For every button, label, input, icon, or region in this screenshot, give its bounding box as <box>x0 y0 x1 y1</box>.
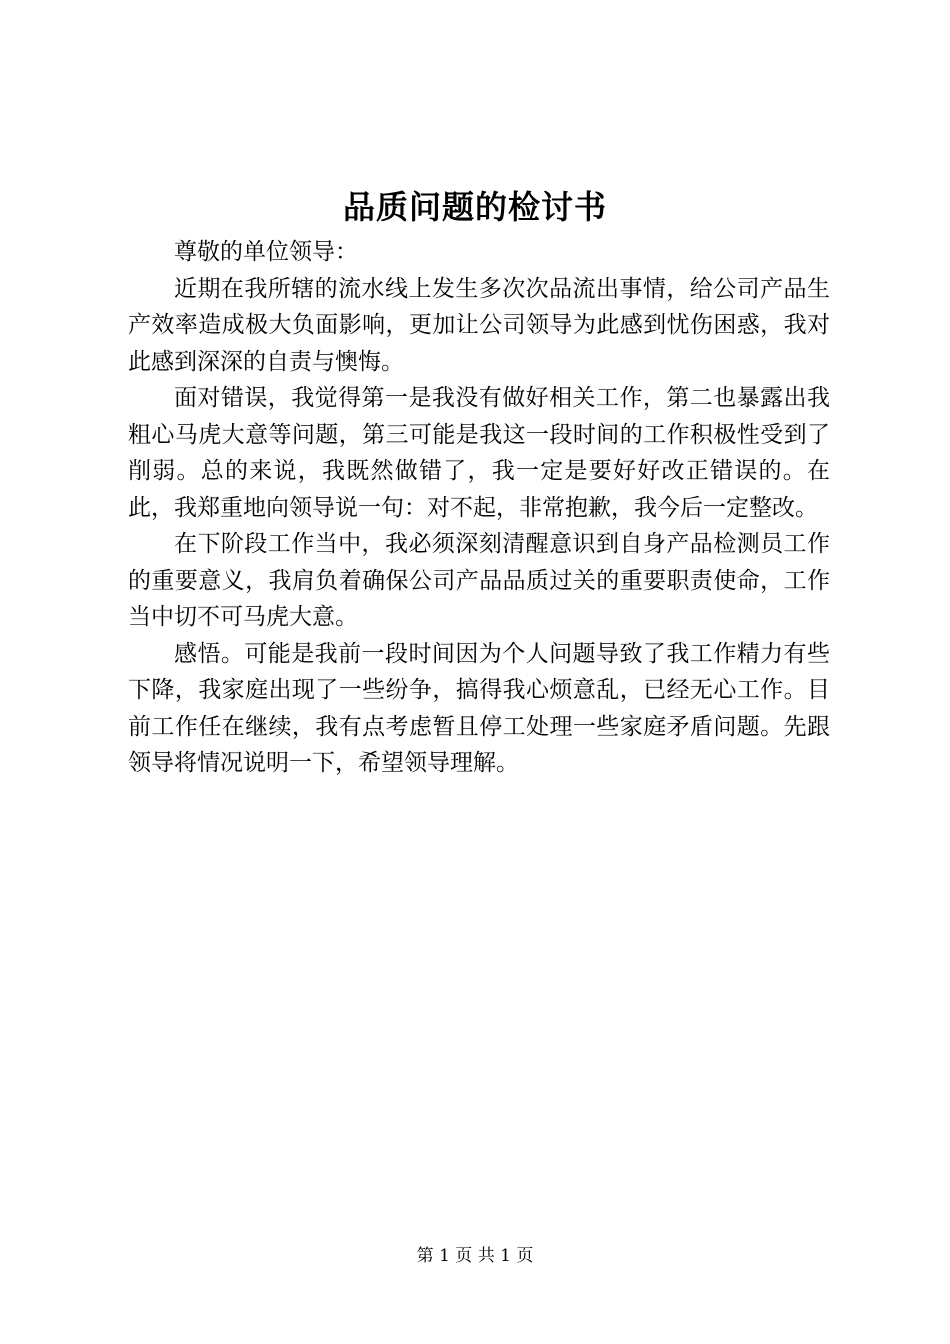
salutation: 尊敬的单位领导： <box>174 239 358 265</box>
document-title: 品质问题的检讨书 <box>342 188 607 226</box>
document-body <box>128 234 830 782</box>
paragraph-4: 感悟。可能是我前一段时间因为个人问题导致了我工作精力有些下降，我家庭出现了一些纷争，搞得我心烦意乱，已经无心工作。目前工作任在继续，我有点考虑暂且停工处理一些家庭矛盾问题。先跟领导将情况说明一下，希望领导理解。 <box>128 640 830 776</box>
paragraph-1: 近期在我所辖的流水线上发生多次次品流出事情，给公司产品生产效率造成极大负面影响，更加让公司领导为此感到忧伤困惑，我对此感到深深的自责与懊悔。 <box>128 275 830 375</box>
page-footer: 第 1 页 共 1 页 <box>416 1246 534 1266</box>
paragraph-3: 在下阶段工作当中，我必须深刻清醒意识到自身产品检测员工作的重要意义，我肩负着确保公司产品品质过关的重要职责使命，工作当中切不可马虎大意。 <box>128 531 830 630</box>
paragraph-2: 面对错误，我觉得第一是我没有做好相关工作，第二也暴露出我粗心马虎大意等问题，第三可能是我这一段时间的工作积极性受到了削弱。总的来说，我既然做错了，我一定是要好好改正错误的。在此，我郑重地向领导说一句：对不起，非常抱歉，我今后一定整改。 <box>128 385 830 521</box>
